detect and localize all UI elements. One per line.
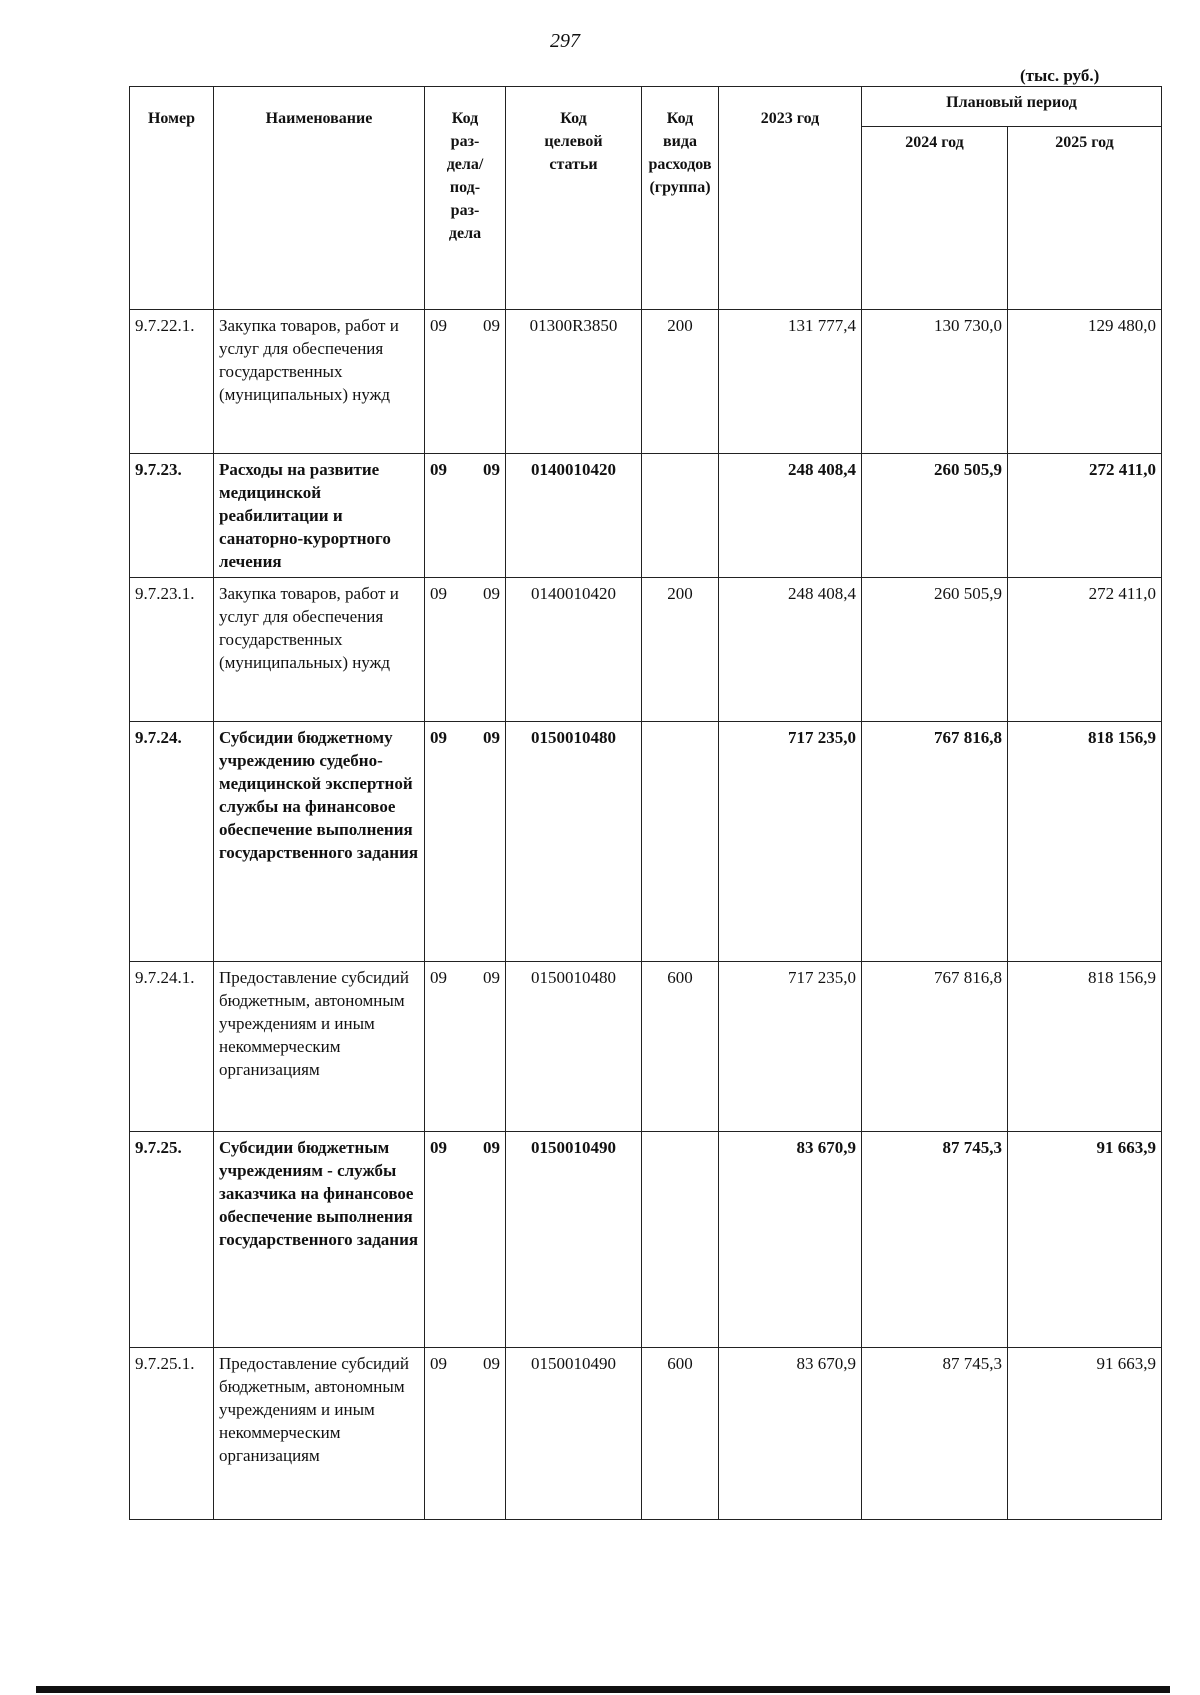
row-name: Закупка товаров, работ и услуг для обеспечения государственных (муниципальных) нужд: [214, 578, 425, 722]
row-2024: 767 816,8: [862, 722, 1008, 962]
row-target: 0140010420: [506, 578, 642, 722]
row-2023: 131 777,4: [719, 310, 862, 454]
row-expense: 600: [642, 1348, 719, 1520]
row-number: 9.7.24.1.: [130, 962, 214, 1132]
row-section: 09 09: [425, 1132, 506, 1348]
header-planned: Плановый период: [862, 87, 1162, 127]
row-2023: 717 235,0: [719, 962, 862, 1132]
row-name: Предоставление субсидий бюджетным, автономным учреждениям и иным некоммерческим организациям: [214, 1348, 425, 1520]
row-name: Субсидии бюджетному учреждению судебно-медицинской экспертной службы на финансовое обеспечение выполнения государственного задания: [214, 722, 425, 962]
row-2025: 272 411,0: [1008, 454, 1162, 578]
row-2024: 260 505,9: [862, 578, 1008, 722]
row-2023: 83 670,9: [719, 1132, 862, 1348]
row-section: 09 09: [425, 722, 506, 962]
row-name: Закупка товаров, работ и услуг для обеспечения государственных (муниципальных) нужд: [214, 310, 425, 454]
row-target: 0150010490: [506, 1132, 642, 1348]
row-section: 09 09: [425, 1348, 506, 1520]
table-row: [130, 1348, 1162, 1520]
scan-edge-rule: [36, 1686, 1170, 1693]
header-expense: Код вида расходов (группа): [642, 87, 719, 310]
row-number: 9.7.22.1.: [130, 310, 214, 454]
row-2023: 83 670,9: [719, 1348, 862, 1520]
header-name: Наименование: [214, 87, 425, 310]
row-name: Расходы на развитие медицинской реабилитации и санаторно-курортного лечения: [214, 454, 425, 578]
row-2024: 260 505,9: [862, 454, 1008, 578]
row-number: 9.7.23.1.: [130, 578, 214, 722]
row-2023: 717 235,0: [719, 722, 862, 962]
row-target: 0140010420: [506, 454, 642, 578]
row-section: 09 09: [425, 310, 506, 454]
row-2023: 248 408,4: [719, 454, 862, 578]
row-target: 0150010490: [506, 1348, 642, 1520]
row-2023: 248 408,4: [719, 578, 862, 722]
row-number: 9.7.25.: [130, 1132, 214, 1348]
row-2025: 818 156,9: [1008, 722, 1162, 962]
row-expense: [642, 454, 719, 578]
header-2025: 2025 год: [1008, 127, 1162, 310]
header-2024: 2024 год: [862, 127, 1008, 310]
row-number: 9.7.23.: [130, 454, 214, 578]
header-2023: 2023 год: [719, 87, 862, 310]
table-row: [130, 578, 1162, 722]
row-2024: 87 745,3: [862, 1132, 1008, 1348]
table-row: [130, 722, 1162, 962]
row-section: 09 09: [425, 454, 506, 578]
budget-table: [129, 86, 1162, 1520]
row-2025: 91 663,9: [1008, 1348, 1162, 1520]
row-2024: 767 816,8: [862, 962, 1008, 1132]
row-2024: 130 730,0: [862, 310, 1008, 454]
row-2025: 129 480,0: [1008, 310, 1162, 454]
row-name: Субсидии бюджетным учреждениям - службы заказчика на финансовое обеспечение выполнения государственного задания: [214, 1132, 425, 1348]
row-expense: [642, 722, 719, 962]
row-number: 9.7.24.: [130, 722, 214, 962]
page-number: 297: [550, 30, 580, 52]
row-2025: 272 411,0: [1008, 578, 1162, 722]
table-row: [130, 310, 1162, 454]
row-2024: 87 745,3: [862, 1348, 1008, 1520]
row-expense: 200: [642, 310, 719, 454]
table-row: [130, 962, 1162, 1132]
row-section: 09 09: [425, 578, 506, 722]
row-2025: 91 663,9: [1008, 1132, 1162, 1348]
header-number: Номер: [130, 87, 214, 310]
row-expense: 200: [642, 578, 719, 722]
row-expense: [642, 1132, 719, 1348]
table-row: [130, 1132, 1162, 1348]
row-2025: 818 156,9: [1008, 962, 1162, 1132]
row-name: Предоставление субсидий бюджетным, автономным учреждениям и иным некоммерческим организациям: [214, 962, 425, 1132]
row-expense: 600: [642, 962, 719, 1132]
table-row: [130, 454, 1162, 578]
row-section: 09 09: [425, 962, 506, 1132]
row-target: 0150010480: [506, 722, 642, 962]
header-target: Код целевой статьи: [506, 87, 642, 310]
table-body: [130, 310, 1162, 1520]
row-number: 9.7.25.1.: [130, 1348, 214, 1520]
row-target: 01300R3850: [506, 310, 642, 454]
units-label: (тыс. руб.): [1020, 66, 1100, 85]
row-target: 0150010480: [506, 962, 642, 1132]
header-section: Код раз- дела/ под- раз- дела: [425, 87, 506, 310]
